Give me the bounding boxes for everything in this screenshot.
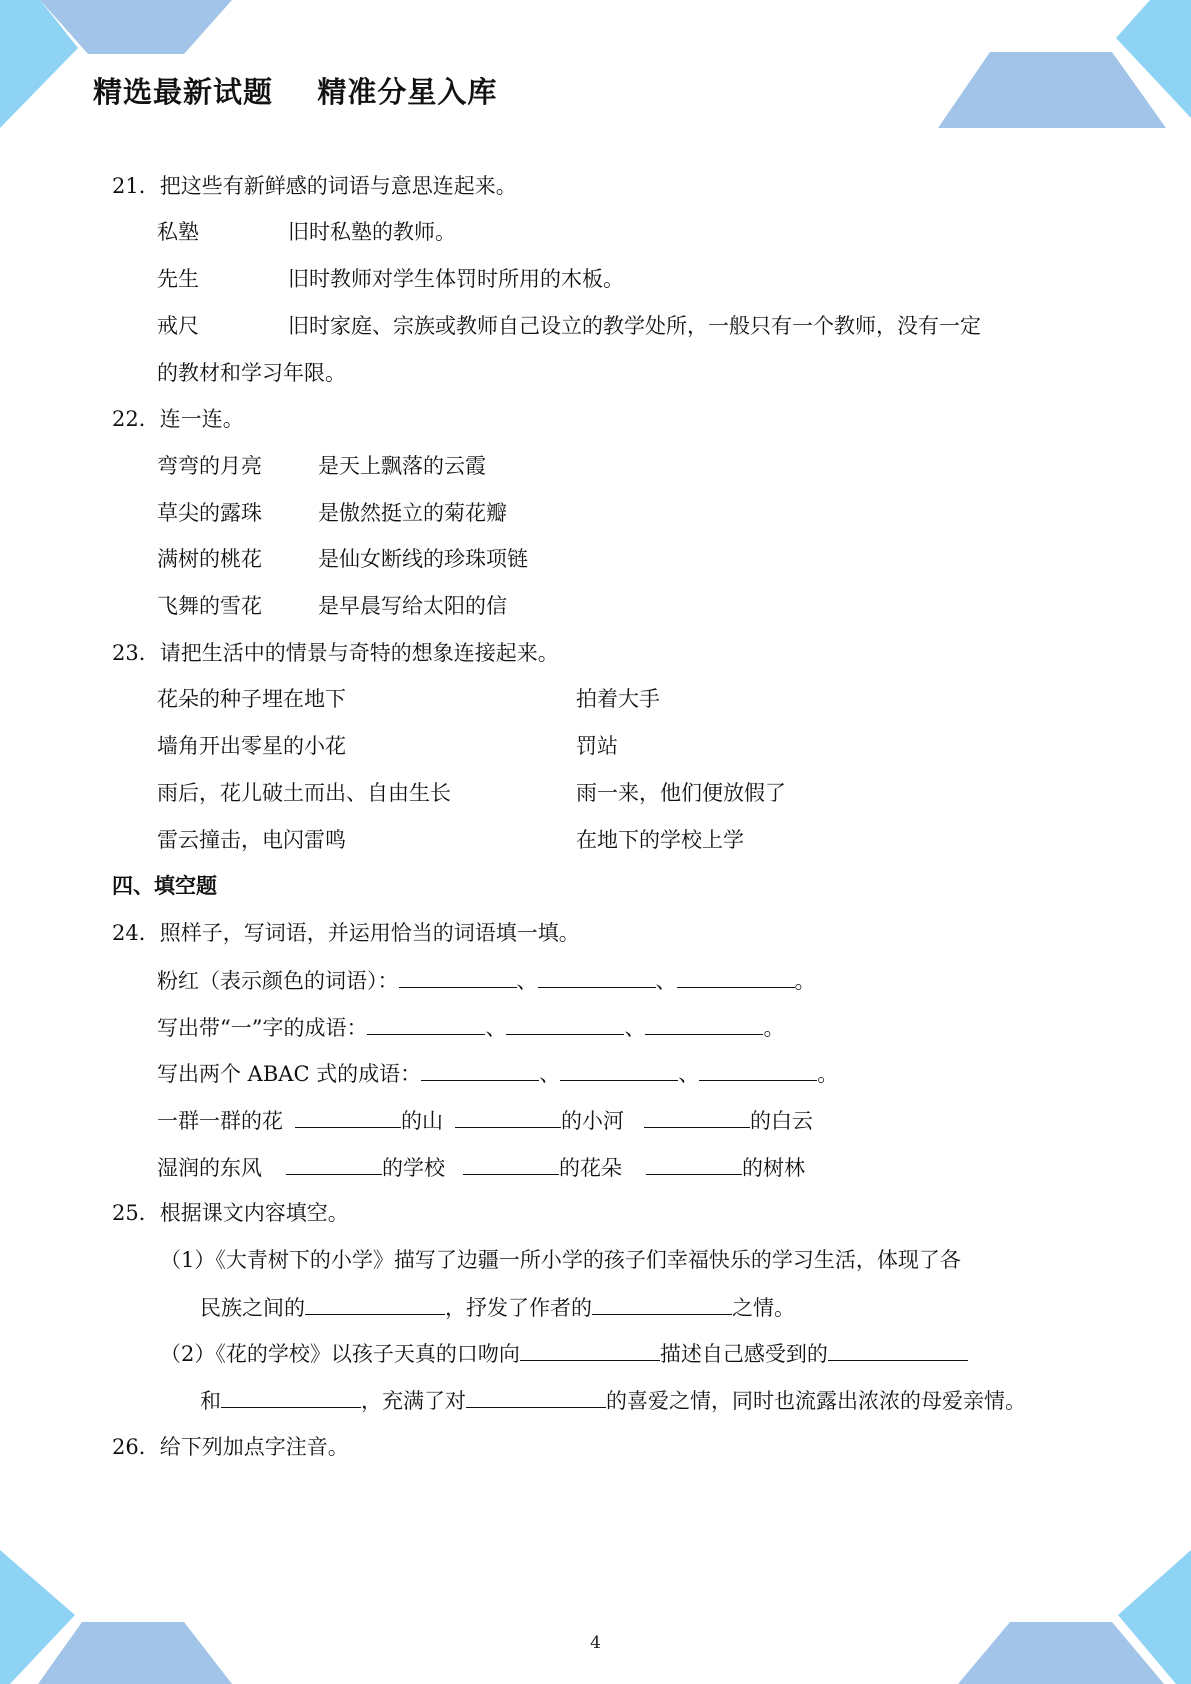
answer-blank[interactable] [644,1105,750,1128]
period: 。 [817,1062,839,1086]
answer-blank[interactable] [828,1338,968,1361]
q23-stem: 23．请把生活中的情景与奇特的想象连接起来。 [112,641,559,665]
answer-blank[interactable] [463,1152,559,1175]
phrase-suffix: 的小河 [561,1109,624,1133]
q23-left-item: 雷云撞击，电闪雷鸣 [157,828,346,852]
q24-line-colors [157,965,816,996]
q25-part2-line2 [200,1385,1026,1416]
answer-blank[interactable] [421,1058,539,1081]
answer-blank[interactable] [506,1012,624,1035]
answer-blank[interactable] [520,1338,660,1361]
q21-meaning: 旧时教师对学生体罚时所用的木板。 [288,267,624,291]
answer-blank[interactable] [592,1292,732,1315]
q22-stem: 22．连一连。 [112,407,244,431]
q24-stem: 24．照样子，写词语，并运用恰当的词语填一填。 [112,921,580,945]
q21-word: 私塾 [157,220,199,244]
section-heading: 四、填空题 [112,874,217,898]
q23-right-item: 拍着大手 [576,687,660,711]
separator: 、 [539,1062,561,1086]
q23-right-item: 在地下的学校上学 [576,828,744,852]
q21-meaning: 旧时私塾的教师。 [288,220,456,244]
answer-blank[interactable] [645,1012,763,1035]
q24-line-yi-idioms [157,1012,784,1043]
q23-left-item: 雨后，花儿破土而出、自由生长 [157,781,451,805]
q24-line-prefix: 粉红（表示颜色的词语）： [157,969,399,993]
q21-stem: 21．把这些有新鲜感的词语与意思连起来。 [112,174,517,198]
period: 。 [763,1016,785,1040]
q25-text: 之情。 [732,1296,795,1320]
q25-stem: 25．根据课文内容填空。 [112,1201,349,1225]
q23-right-item: 罚站 [576,734,618,758]
q21-meaning-continuation: 的教材和学习年限。 [157,361,346,385]
q25-text: ，抒发了作者的 [445,1296,592,1320]
phrase-example: 一群一群的花 [157,1109,283,1133]
answer-blank[interactable] [646,1152,742,1175]
q25-text: 民族之间的 [200,1296,305,1320]
q25-text: 和 [200,1389,221,1413]
separator: 、 [516,969,538,993]
answer-blank[interactable] [399,965,517,988]
answer-blank[interactable] [466,1385,606,1408]
q23-left-item: 墙角开出零星的小花 [157,734,346,758]
answer-blank[interactable] [455,1105,561,1128]
q25-text: ，充满了对 [361,1389,466,1413]
q23-right-item: 雨一来，他们便放假了 [576,781,786,805]
answer-blank[interactable] [560,1058,678,1081]
q22-left-item: 草尖的露珠 [157,501,262,525]
phrase-suffix: 的山 [401,1109,443,1133]
answer-blank[interactable] [699,1058,817,1081]
answer-blank[interactable] [221,1385,361,1408]
q26-stem: 26．给下列加点字注音。 [112,1435,349,1459]
answer-blank[interactable] [367,1012,485,1035]
q25-part1-line1: （1）《大青树下的小学》描写了边疆一所小学的孩子们幸福快乐的学习生活，体现了各 [160,1248,961,1272]
answer-blank[interactable] [295,1105,401,1128]
phrase-suffix: 的花朵 [559,1156,622,1180]
q24-line-abac-idioms [157,1058,838,1089]
q22-right-item: 是天上飘落的云霞 [318,454,486,478]
q22-left-item: 飞舞的雪花 [157,594,262,618]
corner-trapezoid-top-right [938,52,1166,128]
q25-text: 描述自己感受到的 [659,1342,828,1366]
q24-line-prefix: 写出带“一”字的成语： [157,1016,368,1040]
q25-text: 的喜爱之情，同时也流露出浓浓的母爱亲情。 [606,1389,1026,1413]
page-number: 4 [590,1633,601,1653]
header-title: 精选最新试题 精准分星入库 [93,75,498,109]
q24-line-phrases-2 [157,1152,805,1183]
answer-blank[interactable] [538,965,656,988]
q23-left-item: 花朵的种子埋在地下 [157,687,346,711]
separator: 、 [655,969,677,993]
separator: 、 [624,1016,646,1040]
q21-word: 戒尺 [157,314,199,338]
phrase-suffix: 的白云 [750,1109,813,1133]
separator: 、 [678,1062,700,1086]
answer-blank[interactable] [286,1152,382,1175]
q22-right-item: 是仙女断线的珍珠项链 [318,547,528,571]
separator: 、 [485,1016,507,1040]
phrase-example: 湿润的东风 [157,1156,262,1180]
q25-part1-line2 [200,1292,795,1323]
period: 。 [794,969,816,993]
q21-word: 先生 [157,267,199,291]
q21-meaning: 旧时家庭、宗族或教师自己设立的教学处所，一般只有一个教师，没有一定 [288,314,981,338]
q25-text: （2）《花的学校》以孩子天真的口吻向 [160,1342,520,1366]
q22-right-item: 是早晨写给太阳的信 [318,594,507,618]
answer-blank[interactable] [677,965,795,988]
q25-part2-line1 [160,1338,968,1369]
answer-blank[interactable] [305,1292,445,1315]
phrase-suffix: 的学校 [382,1156,445,1180]
q22-left-item: 满树的桃花 [157,547,262,571]
q24-line-prefix: 写出两个 ABAC 式的成语： [157,1062,422,1086]
q22-right-item: 是傲然挺立的菊花瓣 [318,501,507,525]
q22-left-item: 弯弯的月亮 [157,454,262,478]
corner-trapezoid-bottom-left [38,1622,232,1684]
q24-line-phrases-1 [157,1105,813,1136]
phrase-suffix: 的树林 [742,1156,805,1180]
